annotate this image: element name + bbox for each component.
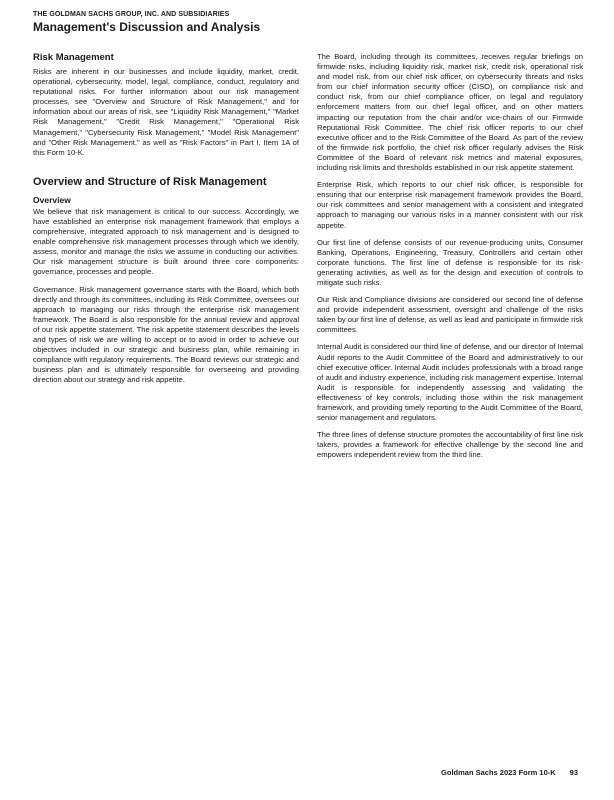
- risk-management-paragraph: Risks are inherent in our businesses and include liquidity, market, credit, operational, cybersecurity, model, legal, compliance, conduct, regulatory and reputational risks. For further information about our risk management processes, see "Overview and Structure of Risk Management," and for information about our areas of risk, see "Liquidity Risk Management," "Market Risk Management," "Credit Risk Management," "Operational Risk Management," "Cybersecurity Risk Management," "Model Risk Management" and "Other Risk Management," as well as "Risk Factors" in Part I, Item 1A of this Form 10-K.: [33, 67, 299, 157]
- company-name: THE GOLDMAN SACHS GROUP, INC. AND SUBSIDIARIES: [33, 11, 230, 18]
- governance-paragraph: Governance. Risk management governance starts with the Board, which both directly and through its committees, including its Risk Committee, oversees our approach to managing our risks through the enterprise risk management framework. The Board is also responsible for the annual review and approval of our risk appetite statement. The risk appetite statement describes the levels and types of risk we are willing to accept or to avoid in order to achieve our objectives included in our strategic and business plan, while remaining in compliance with regulatory requirements. The Board reviews our strategic and business plan and is ultimately responsible for overseeing and providing direction about our strategy and risk appetite.: [33, 284, 299, 385]
- risk-management-heading: Risk Management: [33, 52, 114, 63]
- left-column: [33, 52, 299, 392]
- three-lines-paragraph: The three lines of defense structure promotes the accountability of first line risk takers, provides a framework for effective challenge by the second line and empowers independent review from the third line.: [317, 430, 583, 460]
- first-line-defense-paragraph: Our first line of defense consists of our revenue-producing units, Consumer Banking, Operations, Engineering, Treasury, Controllers and certain other corporate functions. The first line of defense is responsible for its risk-generating activities, as well as for the design and execution of controls to mitigate such risks.: [317, 237, 583, 287]
- page-header: [33, 10, 593, 34]
- document-section-title: Management's Discussion and Analysis: [33, 20, 261, 34]
- right-column: [317, 52, 583, 467]
- enterprise-risk-paragraph: Enterprise Risk, which reports to our chief risk officer, is responsible for ensuring that our enterprise risk management framework provides the Board, our risk committees and senior management with a consistent and integrated approach to managing our various risks in a manner consistent with our risk appetite.: [317, 180, 583, 230]
- page-number: 93: [569, 768, 578, 777]
- footer-label: Goldman Sachs 2023 Form 10-K: [441, 768, 556, 777]
- overview-paragraph: We believe that risk management is critical to our success. Accordingly, we have established an enterprise risk management framework that employs a comprehensive, integrated approach to risk management and is designed to enable comprehensive risk management processes through which we identify, assess, monitor and manage the risks we assume in conducting our activities. Our risk management structure is built around three core components: governance, processes and people.: [33, 206, 299, 277]
- page-footer: [441, 768, 578, 777]
- overview-structure-heading: Overview and Structure of Risk Management: [33, 175, 267, 188]
- overview-subheading: Overview: [33, 194, 71, 205]
- third-line-defense-paragraph: Internal Audit is considered our third line of defense, and our director of Internal Audit reports to the Audit Committee of the Board and administratively to our chief executive officer. Internal Audit includes professionals with a broad range of audit and industry experience, including risk management expertise. Internal Audit is responsible for independently assessing and validating the effectiveness of key controls, including those within the risk management framework, and providing timely reporting to the Audit Committee of the Board, senior management and regulators.: [317, 342, 583, 423]
- board-briefings-paragraph: The Board, including through its committees, receives regular briefings on firmwide risks, including liquidity risk, market risk, credit risk, operational risk and model risk, from our chief risk officer, on cybersecurity threats and risks from our chief information security officer (CISO), on compliance risk and conduct risk, from our chief compliance officer, on legal and regulatory enforcement matters from our chief legal officer, and on other matters impacting our reputation from the chair and/or vice-chairs of our Firmwide Reputational Risk Committee. The chief risk officer reports to our chief executive officer and to the Risk Committee of the Board. As part of the review of the firmwide risk portfolio, the chief risk officer regularly advises the Risk Committee of the Board of relevant risk metrics and material exposures, including risk limits and thresholds established in our risk appetite statement.: [317, 52, 583, 173]
- second-line-defense-paragraph: Our Risk and Compliance divisions are considered our second line of defense and provide independent assessment, oversight and challenge of the risks taken by our first line of defense, as well as lead and participate in firmwide risk committees.: [317, 295, 583, 335]
